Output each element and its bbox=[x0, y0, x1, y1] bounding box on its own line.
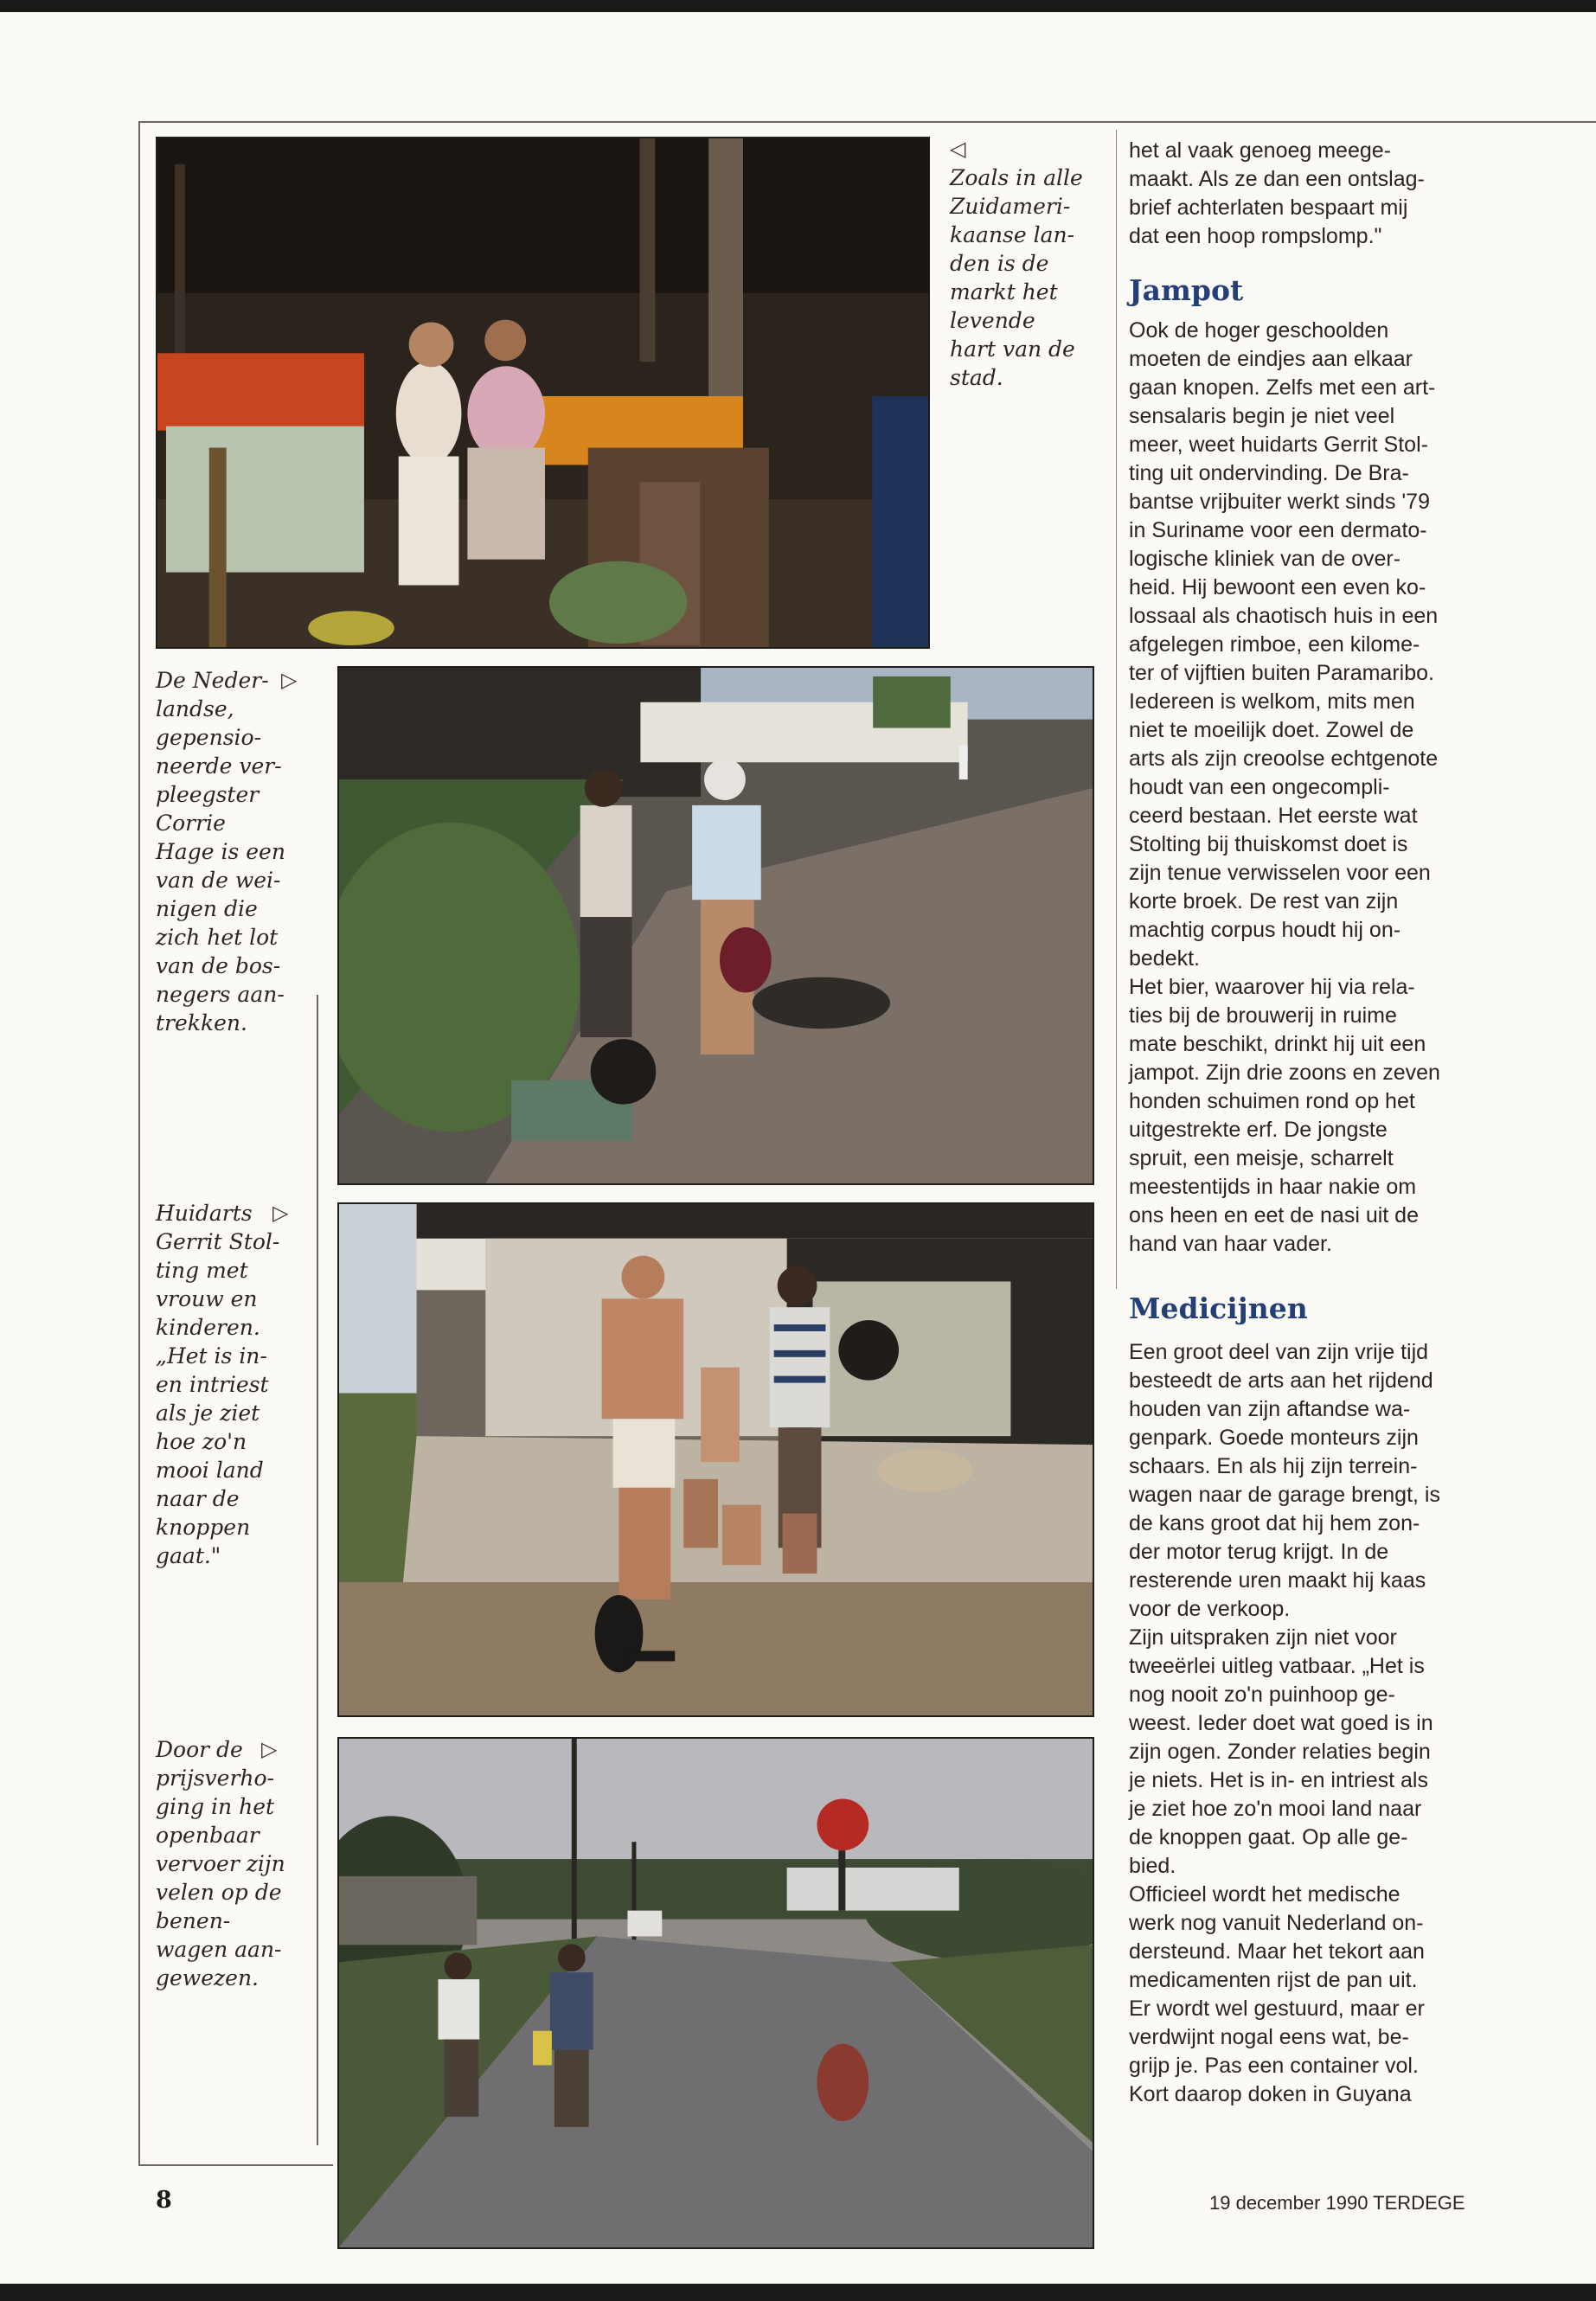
street-woman-photo bbox=[337, 666, 1094, 1185]
article-paragraph-3: Een groot deel van zijn vrije tijd besteedt de arts aan het rijdend houden van zijn aftandse wa- genpark. Goede monteurs zijn schaars. En als hij zijn terrein- wagen naar de garage brengt, is de kans groot dat hij hem zon- der motor terug krijgt. In de resterende uren maakt hij kaas voor de verkoop. bbox=[1129, 1340, 1440, 1621]
bottom-rule bbox=[138, 2164, 333, 2166]
page-footer: 19 december 1990 TERDEGE bbox=[1209, 2192, 1465, 2214]
transport-caption-block bbox=[156, 1735, 311, 1992]
family-caption-block bbox=[156, 1199, 311, 1570]
caption-arrow-right-icon: ▷ bbox=[272, 1202, 289, 1225]
rainy-road-photo bbox=[337, 1737, 1094, 2249]
market-photo-icon bbox=[157, 138, 928, 647]
street-photo-icon bbox=[339, 668, 1093, 1183]
top-rule bbox=[138, 121, 1596, 123]
article-paragraph-1: Ook de hoger geschoolden moeten de eindjes aan elkaar gaan knopen. Zelfs met een art- sensalaris begin je niet veel meer, weet huidarts Gerrit Stol- ting uit ondervinding. De Bra- bantse vrijbuiter werkt sinds '79 in Suriname voor een dermato- logische kliniek van de over- heid. Hij bewoont een even ko- lossaal als chaotisch huis in een afgelegen rimboe, een kilome- ter of vijftien buiten Paramaribo. Iedereen is welkom, mits men niet te moeilijk doet. Zowel de arts als zijn creoolse echtgenote houdt van een ongecompli- ceerd bestaan. Het eerste wat Stolting bij thuiskomst doet is zijn tenue verwisselen voor een korte broek. De rest van zijn machtig corpus houdt hij on- bedekt. bbox=[1129, 318, 1439, 971]
caption-column-rule bbox=[317, 995, 318, 2145]
family-photo-icon bbox=[339, 1204, 1093, 1715]
article-intro: het al vaak genoeg meege- maakt. Als ze dan een ontslag- brief achterlaten bespaart mij dat een hoop rompslomp." bbox=[1129, 138, 1425, 248]
article-paragraph-5: Officieel wordt het medische werk nog vanuit Nederland on- dersteund. Maar het tekort aan medicamenten rijst de pan uit. Er wordt wel gestuurd, maar er verdwijnt nogal eens wat, be- grijp je. Pas een container vol. Kort daarop doken in Guyana bbox=[1129, 1882, 1425, 2106]
scan-bottom-border bbox=[0, 2284, 1596, 2301]
section-heading-medicijnen: Medicijnen bbox=[1129, 1292, 1308, 1325]
article-paragraph-2: Het bier, waarover hij via rela- ties bij de brouwerij in ruime mate beschikt, drinkt hij uit een jampot. Zijn drie zoons en zeven honden schuimen rond op het uitgestrekte erf. De jongste spruit, een meisje, scharrelt meestentijds in haar nakie om ons heen en eet de nasi uit de hand van haar vader. bbox=[1129, 975, 1440, 1256]
left-rule bbox=[138, 121, 140, 2164]
section-heading-jampot: Jampot bbox=[1129, 273, 1244, 307]
nurse-caption-text: De Neder- landse, gepensio- neerde ver- pleegster Corrie Hage is een van de wei- nigen die zich het lot van de bos- negers aan- trekken. bbox=[156, 668, 285, 1035]
caption-arrow-left-icon: ◁ bbox=[950, 137, 966, 161]
road-photo-icon bbox=[339, 1739, 1093, 2247]
family-caption-text: Huidarts Gerrit Stol- ting met vrouw en kinderen. „Het is in- en intriest als je ziet hoe zo'n mooi land naar de knoppen gaat." bbox=[156, 1201, 280, 1568]
market-caption bbox=[950, 134, 1083, 392]
family-carport-photo bbox=[337, 1202, 1094, 1717]
article-paragraph-4: Zijn uitspraken zijn niet voor tweeërlei uitleg vatbaar. „Het is nog nooit zo'n puinhoop ge- weest. Ieder doet wat goed is in zijn ogen. Zonder relaties begin je niets. Het is in- en intriest als je ziet hoe zo'n mooi land naar de knoppen gaat. Op alle ge- bied. bbox=[1129, 1625, 1433, 1878]
page-number: 8 bbox=[156, 2187, 172, 2214]
scan-top-border bbox=[0, 0, 1596, 12]
market-stall-photo bbox=[156, 137, 930, 649]
caption-arrow-right-icon: ▷ bbox=[281, 669, 298, 692]
market-caption-text: Zoals in alle Zuidameri- kaanse lan- den is de markt het levende hart van de stad. bbox=[950, 165, 1083, 390]
photo-text-rule bbox=[1116, 130, 1117, 1289]
nurse-caption-block bbox=[156, 666, 311, 1037]
transport-caption-text: Door de prijsverho- ging in het openbaar vervoer zijn velen op de benen- wagen aan- gewezen. bbox=[156, 1737, 285, 1990]
article-column bbox=[1129, 137, 1492, 2109]
caption-arrow-right-icon: ▷ bbox=[261, 1738, 278, 1761]
